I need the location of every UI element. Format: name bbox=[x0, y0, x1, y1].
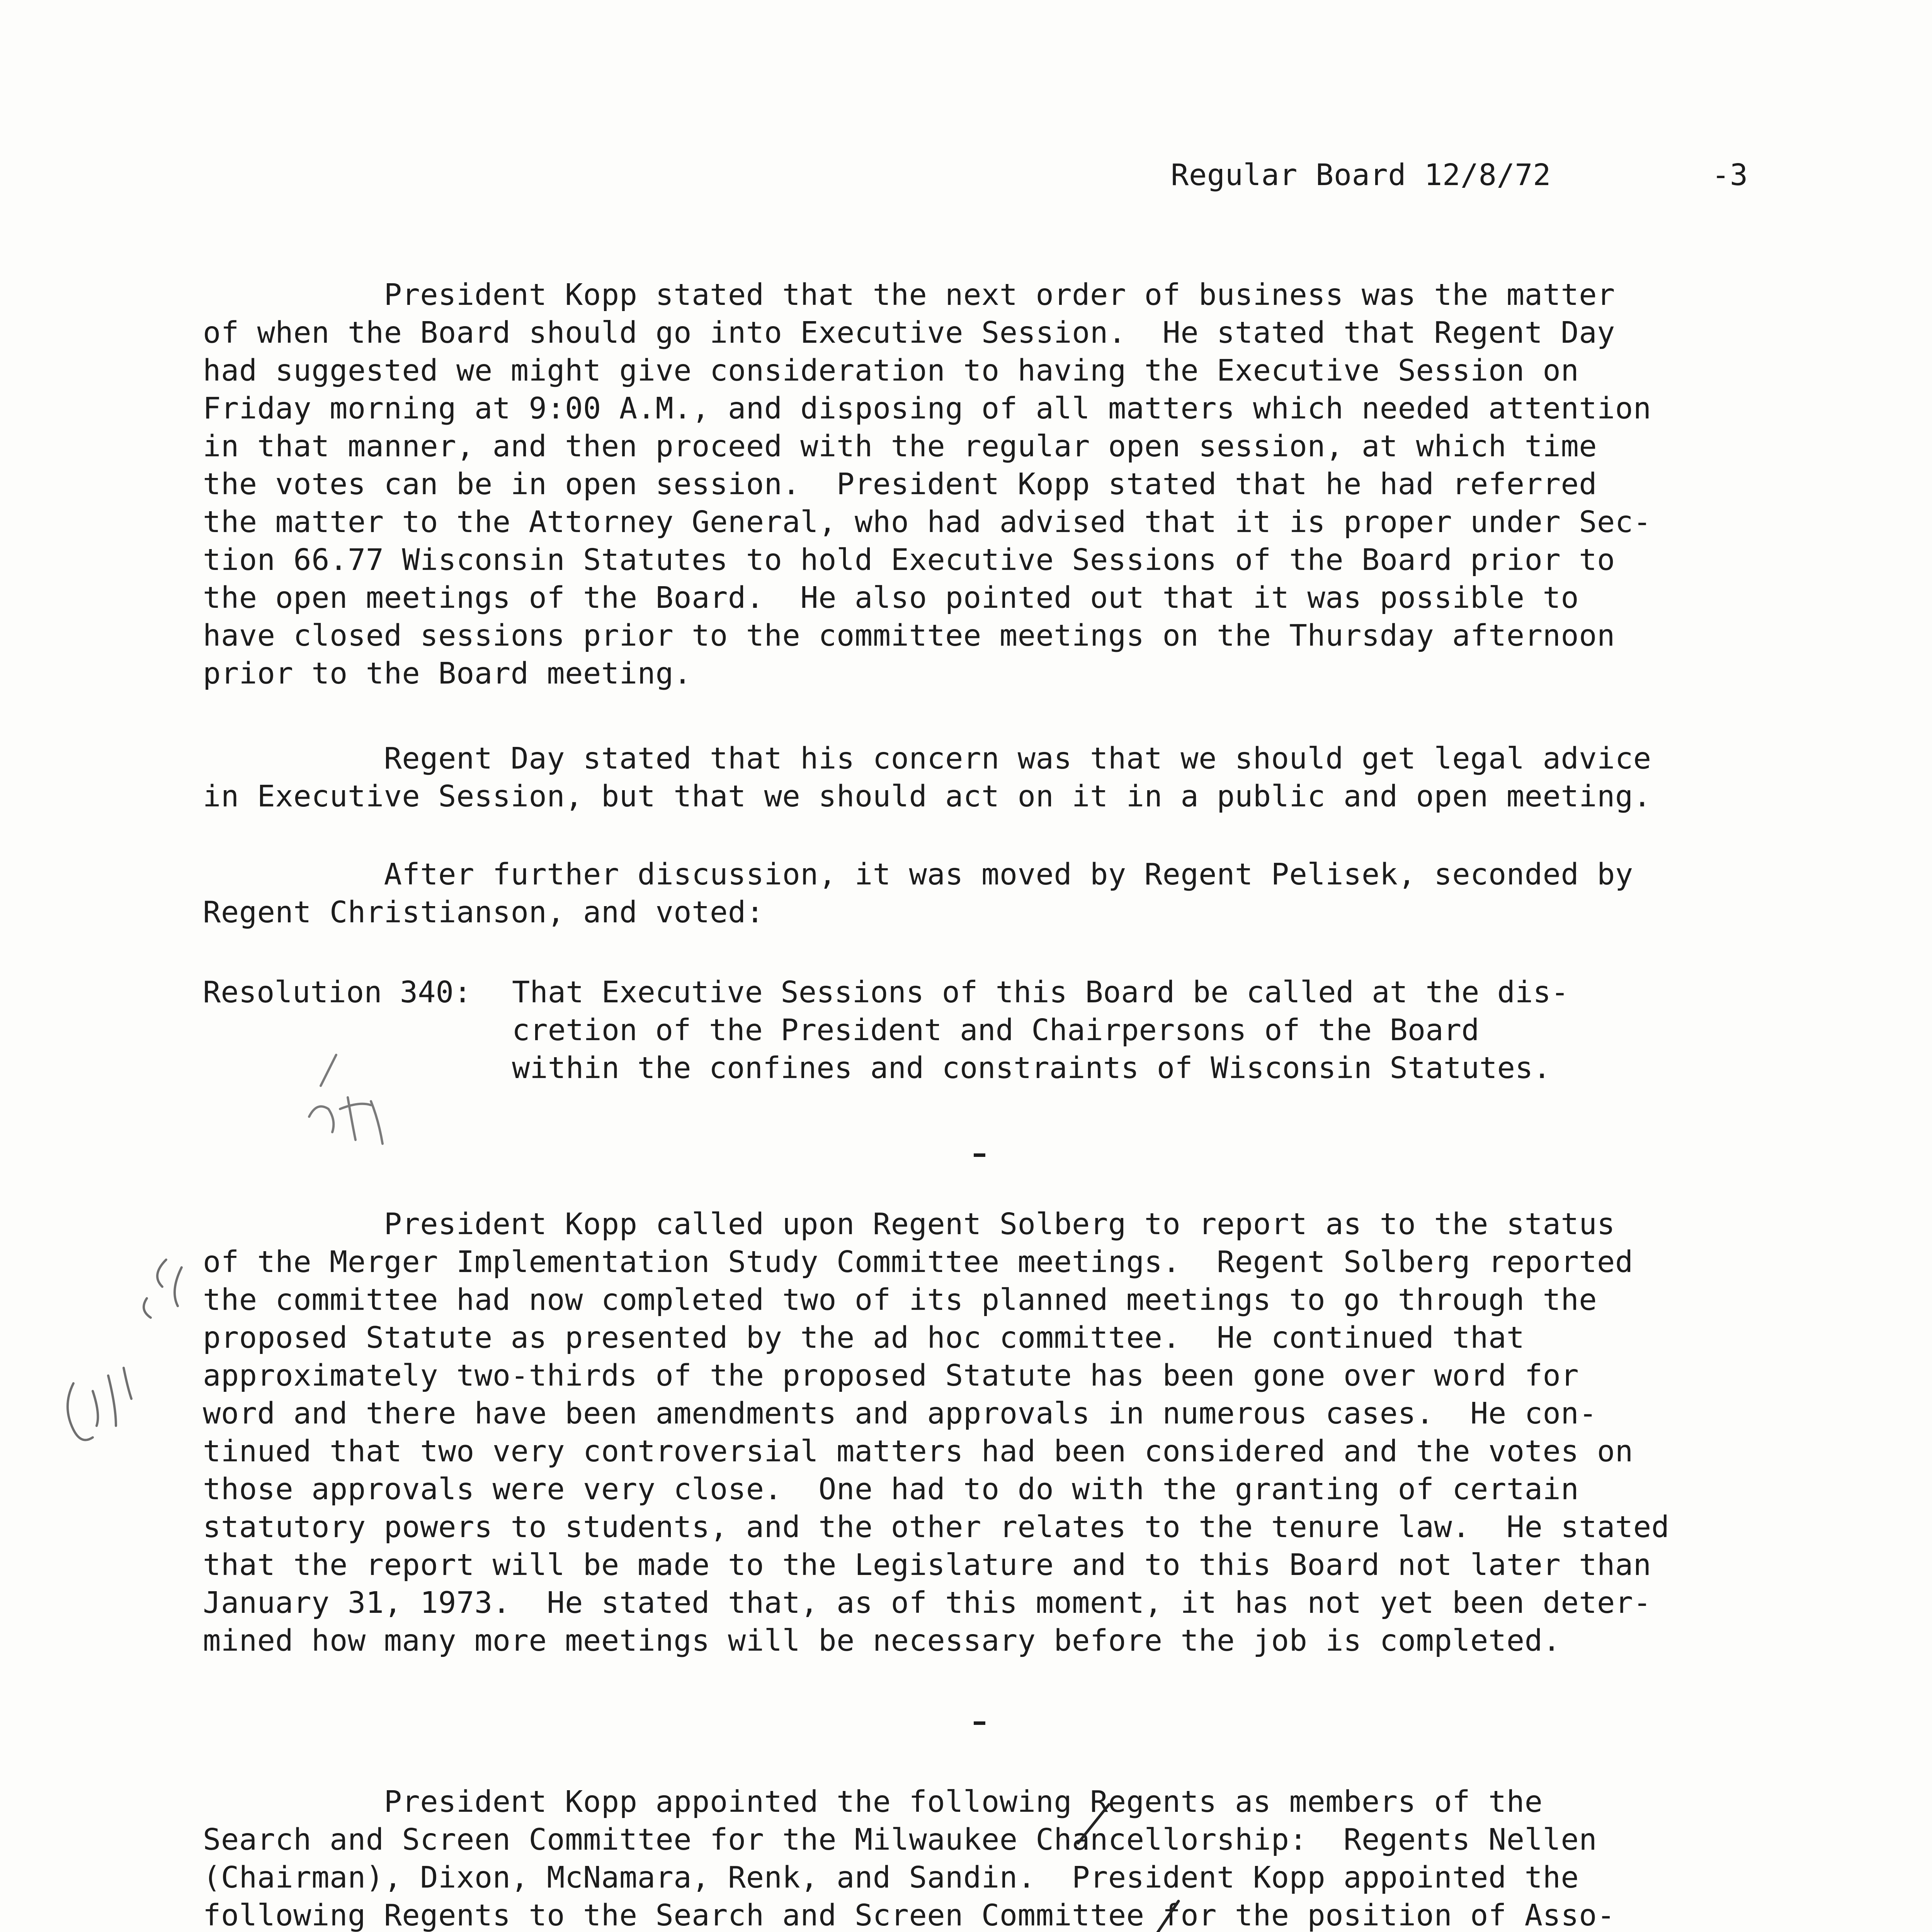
paragraph-merger-study: President Kopp called upon Regent Solberg to report as to the status of the Merger Implementation Study Committee meetings. Regent Solberg reported the committee had now completed two of its planned meetings to go through the proposed Statute as presented by the ad hoc committee. He continued that approximately two-thirds of the proposed Statute has been gone over word for word and there have been amendments and approvals in numerous cases. He con- tinued that two very controversial matters had been considered and the votes on those approvals were very close. One had to do with the granting of certain statutory powers to students, and the other relates to the tenure law. He stated that the report will be made to the Legislature and to this Board not later than January 31, 1973. He stated that, as of this moment, it has not yet been deter- mined how many more meetings will be necessary before the job is completed. bbox=[203, 1207, 1670, 1658]
handwritten-initials bbox=[294, 1043, 417, 1159]
resolution-label: Resolution 340: bbox=[203, 975, 472, 1010]
paragraph-search-committees: President Kopp appointed the following Regents as members of the Search and Screen Committee for the Milwaukee Chancellorship: Regents Nellen (Chairman), Dixon, McNamara, Renk, and Sandin. President Kopp appointed the following Regents to the Search and Screen Committee for the position of Asso- bbox=[203, 1785, 1615, 1932]
handwritten-margin-note bbox=[50, 1244, 197, 1461]
handwritten-strike-marks bbox=[1074, 1801, 1213, 1932]
section-divider bbox=[974, 1153, 985, 1157]
paragraph-executive-session: President Kopp stated that the next order of business was the matter of when the Board should go into Executive Session. He stated that Regent Day had suggested we might give consideration to having the Executive Session on Friday morning at 9:00 A.M., and disposing of all matters which needed attention in that manner, and then proceed with the regular open session, at which time the votes can be in open session. President Kopp stated that he had referred the matter to the Attorney General, who had advised that it is proper under Sec- tion 66.77 Wisconsin Statutes to hold Executive Sessions of the Board prior to the open meetings of the Board. He also pointed out that it was possible to have closed sessions prior to the committee meetings on the Thursday afternoon prior to the Board meeting. bbox=[203, 278, 1651, 691]
section-divider bbox=[974, 1721, 985, 1725]
paragraph-regent-day: Regent Day stated that his concern was that we should get legal advice in Executive Session, but that we should act on it in a public and open meeting. bbox=[203, 742, 1651, 814]
document-header: Regular Board 12/8/72 bbox=[1171, 158, 1551, 192]
page-number-header: -3 bbox=[1712, 158, 1748, 192]
resolution-text: That Executive Sessions of this Board be called at the dis- cretion of the President and Chairpersons of the Board within the confines and constraints of Wisconsin Statutes. bbox=[512, 975, 1569, 1085]
paragraph-motion: After further discussion, it was moved by Regent Pelisek, seconded by Regent Christianson, and voted: bbox=[203, 857, 1633, 930]
